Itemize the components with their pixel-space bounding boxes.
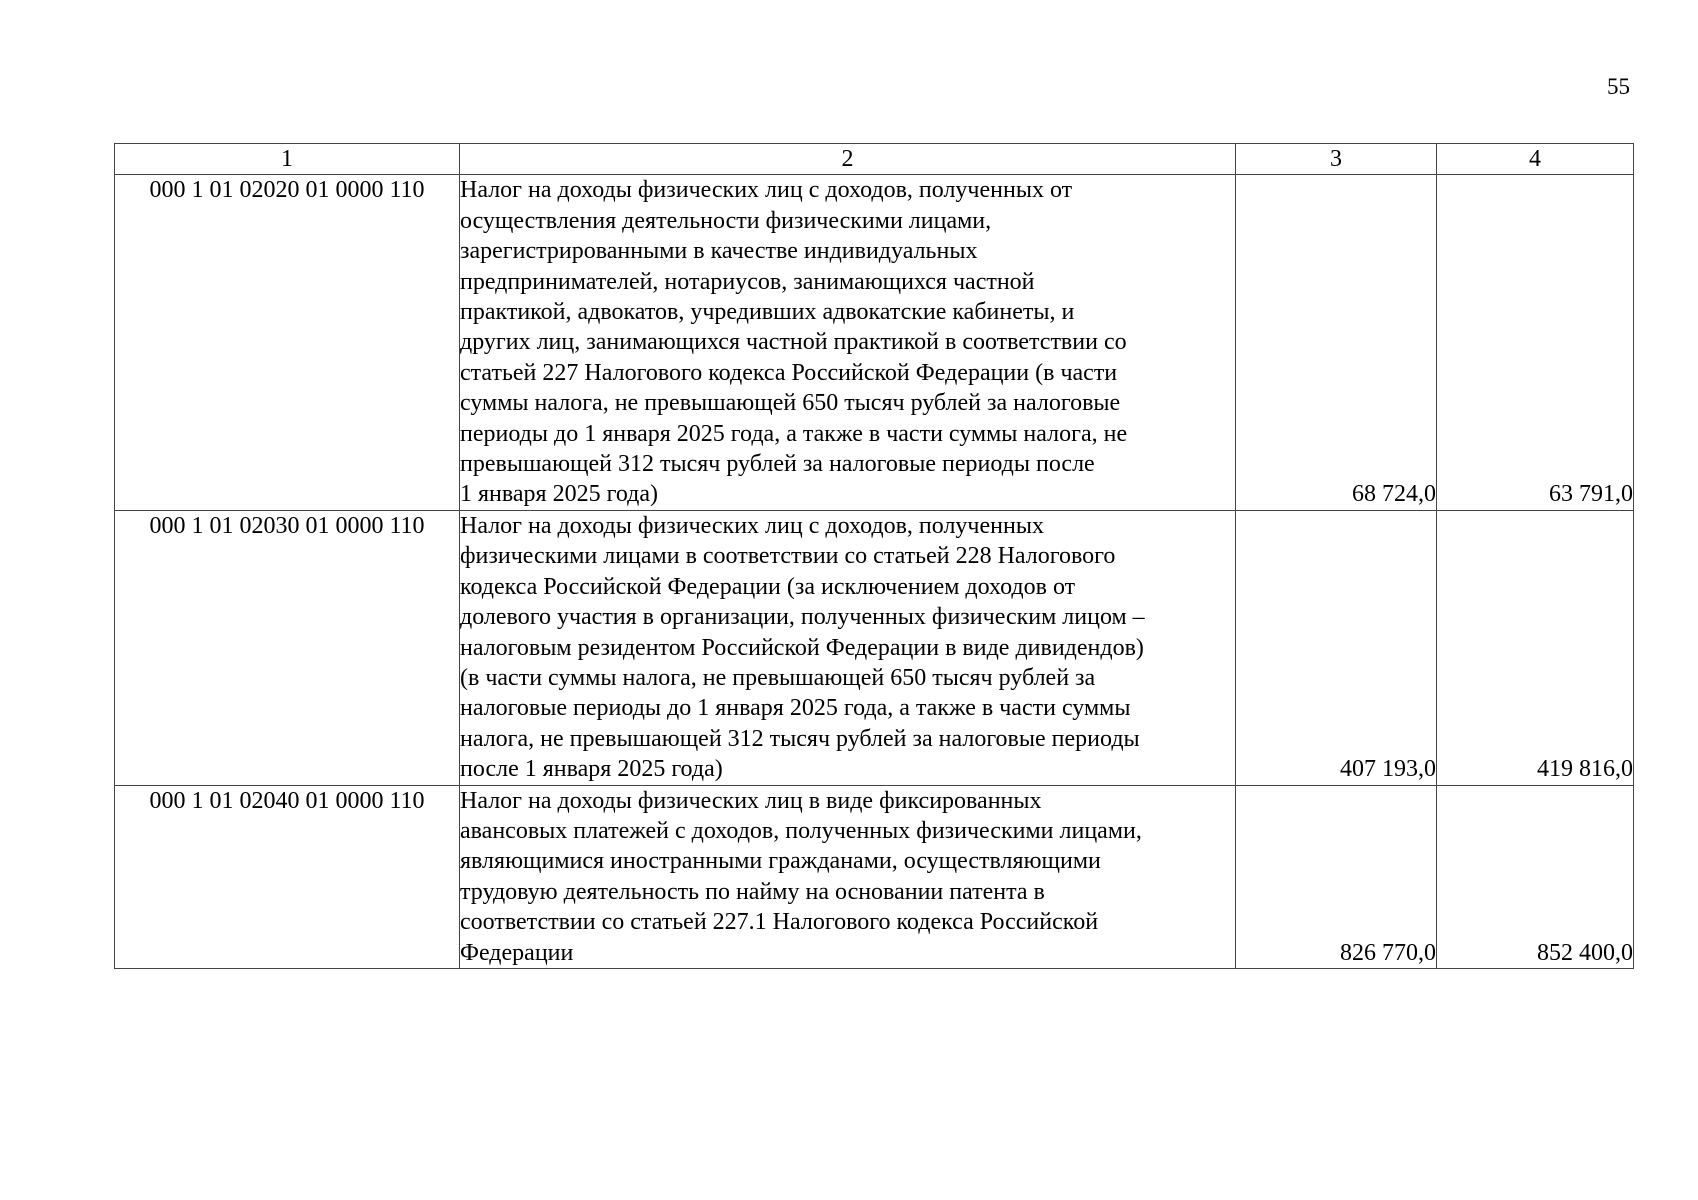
revenue-code: 000 1 01 02040 01 0000 110 — [115, 785, 460, 968]
description-line: авансовых платежей с доходов, полученных физическими лицами, — [460, 817, 1142, 844]
description-line: долевого участия в организации, полученных физическим лицом – — [460, 604, 1145, 631]
amount-column-4: 852 400,0 — [1437, 785, 1634, 968]
revenue-description — [460, 785, 1236, 968]
amount-column-3: 407 193,0 — [1236, 510, 1437, 785]
description-line: налоговым резидентом Российской Федерации в виде дивидендов) — [460, 634, 1144, 661]
description-line: периоды до 1 января 2025 года, а также в части суммы налога, не — [460, 420, 1128, 447]
description-line: налоговые периоды до 1 января 2025 года, а также в части суммы — [460, 695, 1131, 722]
description-line: (в части суммы налога, не превышающей 650 тысяч рублей за — [460, 664, 1096, 691]
description-line: осуществления деятельности физическими лицами, — [460, 207, 992, 234]
revenue-description — [460, 175, 1236, 510]
description-line: налога, не превышающей 312 тысяч рублей за налоговые периоды — [460, 725, 1140, 752]
description-line: превышающей 312 тысяч рублей за налоговые периоды после — [460, 451, 1095, 478]
description-line: физическими лицами в соответствии со статьей 228 Налогового — [460, 543, 1116, 570]
revenue-code: 000 1 01 02020 01 0000 110 — [115, 175, 460, 510]
amount-column-3: 826 770,0 — [1236, 785, 1437, 968]
description-line: кодекса Российской Федерации (за исключением доходов от — [460, 573, 1076, 600]
column-header-2: 2 — [460, 144, 1236, 175]
table-header-row — [115, 144, 1634, 175]
description-line: Налог на доходы физических лиц с доходов, полученных — [460, 512, 1044, 539]
amount-column-4: 63 791,0 — [1437, 175, 1634, 510]
description-line: Налог на доходы физических лиц с доходов, полученных от — [460, 177, 1073, 204]
revenue-code: 000 1 01 02030 01 0000 110 — [115, 510, 460, 785]
description-line: практикой, адвокатов, учредивших адвокатские кабинеты, и — [460, 299, 1075, 326]
budget-revenue-table — [114, 143, 1634, 969]
revenue-description — [460, 510, 1236, 785]
description-line: трудовую деятельность по найму на основании патента в — [460, 878, 1045, 905]
column-header-1: 1 — [115, 144, 460, 175]
table-row — [115, 785, 1634, 968]
column-header-3: 3 — [1236, 144, 1437, 175]
description-line: зарегистрированными в качестве индивидуальных — [460, 238, 978, 265]
table-row — [115, 175, 1634, 510]
description-line: суммы налога, не превышающей 650 тысяч рублей за налоговые — [460, 390, 1121, 417]
description-line: являющимися иностранными гражданами, осуществляющими — [460, 848, 1101, 875]
description-line: после 1 января 2025 года) — [460, 756, 723, 783]
description-line: 1 января 2025 года) — [460, 481, 658, 508]
description-line: других лиц, занимающихся частной практикой в соответствии со — [460, 329, 1127, 356]
column-header-4: 4 — [1437, 144, 1634, 175]
description-line: статьей 227 Налогового кодекса Российской Федерации (в части — [460, 359, 1118, 386]
page-number: 55 — [1607, 74, 1630, 99]
description-line: Федерации — [460, 939, 574, 966]
amount-column-4: 419 816,0 — [1437, 510, 1634, 785]
description-line: Налог на доходы физических лиц в виде фиксированных — [460, 787, 1042, 814]
table-row — [115, 510, 1634, 785]
description-line: соответствии со статьей 227.1 Налогового кодекса Российской — [460, 909, 1099, 936]
description-line: предпринимателей, нотариусов, занимающихся частной — [460, 268, 1035, 295]
amount-column-3: 68 724,0 — [1236, 175, 1437, 510]
